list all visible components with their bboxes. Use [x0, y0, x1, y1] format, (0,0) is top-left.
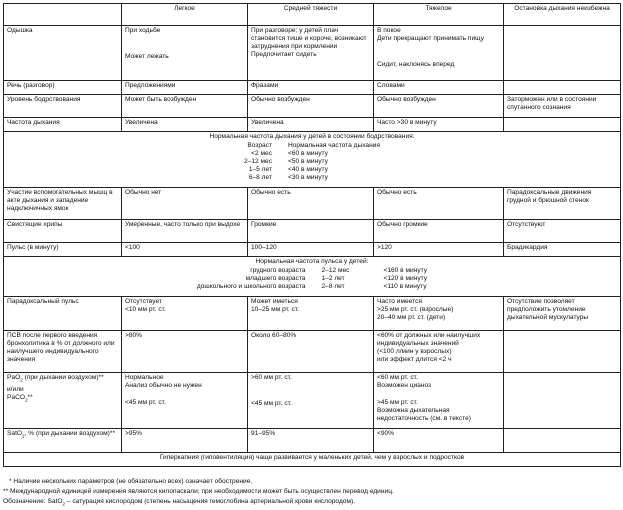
alertness-arrest: Заторможен или в состоянии спутанного сознания — [504, 95, 621, 118]
header-row — [4, 4, 621, 26]
resp-norms-list — [240, 142, 384, 182]
paradox-label: Парадоксальный пульс — [4, 297, 122, 331]
pao2-arrest — [504, 373, 621, 429]
resp-rate-mild: Увеличена — [122, 118, 248, 132]
pao2-label: PaO$_2$ (при дыхании воздухом)** — [7, 374, 104, 383]
header-moderate: Средней тяжести — [248, 4, 374, 26]
accessory-label: Участие вспомогательных мышц в акте дыхания и западение надключичных ямок — [4, 188, 122, 220]
row-resp-norms — [4, 132, 621, 188]
pao2-moderate-1: >60 мм рт. ст. — [251, 374, 292, 381]
accessory-arrest: Парадоксальные движения грудной и брюшной стенок — [504, 188, 621, 220]
footnote-1: * Наличие нескольких параметров (не обязательно всех) означает обострение. — [9, 478, 253, 485]
wheeze-mild: Умеренные, часто только при выдохе — [122, 220, 248, 243]
pef-moderate: Около 60–80% — [248, 331, 374, 373]
dyspnea-arrest — [504, 26, 621, 81]
pao2-moderate — [248, 373, 374, 429]
speech-mild: Предложениями — [122, 81, 248, 95]
resp-norms-block — [209, 133, 414, 182]
alertness-label: Уровень бодрствования — [4, 95, 122, 118]
resp-norm-rate: <30 в минуту — [288, 174, 328, 182]
footnote-2: ** Международной единицей измерения являются килопаскали; при необходимости может быть осуществлен перевод единиц. — [3, 488, 394, 495]
row-paradox — [4, 297, 621, 331]
pulse-norm-age: 2–12 мес — [321, 267, 350, 275]
resp-norm-age: 2–12 мес — [244, 158, 272, 166]
pulse-norm-age: 1–2 лет — [321, 275, 345, 283]
header-param — [4, 4, 122, 26]
dyspnea-severe-2: Сидит, наклонясь вперед — [377, 61, 455, 69]
sat-mild: >95% — [122, 429, 248, 453]
pulse-norm-group: грудного возраста — [250, 267, 306, 275]
pulse-label: Пульс (в минуту) — [4, 243, 122, 257]
row-accessory — [4, 188, 621, 220]
accessory-mild: Обычно нет — [122, 188, 248, 220]
resp-rate-label: Частота дыхания — [4, 118, 122, 132]
pulse-norms-block — [193, 258, 431, 291]
resp-norms-cell — [4, 132, 621, 188]
row-sat — [4, 429, 621, 453]
dyspnea-moderate — [248, 26, 374, 81]
header-arrest: Остановка дыхания неизбежна — [504, 4, 621, 26]
alertness-severe: Обычно возбужден — [374, 95, 504, 118]
sat-moderate: 91–95% — [248, 429, 374, 453]
resp-norm-age: <2 мес — [251, 150, 272, 158]
resp-norm-age: 1–5 лет — [248, 166, 272, 174]
dyspnea-mild — [122, 26, 248, 81]
hypercapnia-note: Гиперкапния (гиповентиляция) чаще развивается у маленьких детей, чем у взрослых и подростков — [4, 453, 621, 467]
footnote-3: Обозначение: SatO$_2$ – сатурация кислородом (степень насыщения гемоглобина артериальной крови кислородом). — [3, 498, 356, 507]
resp-rate-severe: Часто >30 в минуту — [374, 118, 504, 132]
header-severe: Тяжелое — [374, 4, 504, 26]
row-alertness — [4, 95, 621, 118]
pao2-severe-2: >45 мм рт. ст. Возможна дыхательная недостаточность (см. в тексте) — [377, 399, 471, 423]
resp-norm-age: 6–8 лет — [248, 174, 272, 182]
resp-norms-col-age: Возраст — [247, 142, 272, 150]
pao2-label-cell — [4, 373, 122, 429]
row-speech — [4, 81, 621, 95]
resp-rate-moderate: Увеличена — [248, 118, 374, 132]
resp-norm-rate: <50 в минуту — [288, 158, 328, 166]
row-resp-rate — [4, 118, 621, 132]
header-mild: Легкое — [122, 4, 248, 26]
sat-arrest — [504, 429, 621, 453]
row-pef — [4, 331, 621, 373]
dyspnea-mild-2: Может лежать — [125, 53, 169, 61]
row-hypercapnia — [4, 453, 621, 467]
sat-severe: <90% — [374, 429, 504, 453]
dyspnea-severe — [374, 26, 504, 81]
alertness-mild: Может быть возбужден — [122, 95, 248, 118]
wheeze-moderate: Громкие — [248, 220, 374, 243]
pao2-moderate-2: <45 мм рт. ст. — [251, 400, 292, 408]
accessory-moderate: Обычно есть — [248, 188, 374, 220]
pulse-norm-age: 2–8 лет — [321, 283, 345, 291]
dyspnea-moderate-2: Предпочитает сидеть — [251, 51, 317, 59]
speech-moderate: Фразами — [248, 81, 374, 95]
pulse-norm-rate: <160 в минуту — [383, 267, 428, 275]
pulse-norm-group: младшего возраста — [245, 275, 306, 283]
pef-arrest — [504, 331, 621, 373]
pulse-norms-list — [193, 267, 431, 291]
pulse-norms-cell — [4, 257, 621, 297]
row-wheeze — [4, 220, 621, 243]
wheeze-arrest: Отсутствуют — [504, 220, 621, 243]
speech-arrest — [504, 81, 621, 95]
speech-label: Речь (разговор) — [4, 81, 122, 95]
pulse-norm-rate: <110 в минуту — [383, 283, 427, 291]
resp-norms-title: Нормальная частота дыхания у детей в состоянии бодрствования: — [209, 133, 415, 140]
paco2-label: PaCO$_2$** — [7, 394, 33, 403]
pao2-severe-1: <60 мм рт. ст. Возможен цианоз — [377, 374, 432, 390]
paradox-mild: Отсутствует <10 мм рт. ст. — [122, 297, 248, 331]
pulse-norms-title: Нормальная частота пульса у детей: — [255, 258, 369, 265]
pao2-mild — [122, 373, 248, 429]
paradox-arrest: Отсутствие позволяет предположить утомление дыхательной мускулатуры — [504, 297, 621, 331]
paradox-moderate: Может иметься 10–25 мм рт. ст. — [248, 297, 374, 331]
wheeze-severe: Обычно громкие — [374, 220, 504, 243]
pef-mild: >80% — [122, 331, 248, 373]
paradox-severe: Часто имеется >25 мм рт. ст. (взрослые) 20–40 мм рт. ст. (дети) — [374, 297, 504, 331]
dyspnea-severe-1: В покое Дети прекращают принимать пищу — [377, 27, 484, 43]
dyspnea-moderate-1: При разговоре; у детей плач становится тише и короче, возникают затруднения при кормлении — [251, 27, 367, 51]
pulse-norm-group: дошкольного и школьного возраста — [196, 283, 306, 291]
row-dyspnea — [4, 26, 621, 81]
pulse-norm-rate: <120 в минуту — [383, 275, 428, 283]
pao2-mild-2: <45 мм рт. ст. — [125, 399, 166, 407]
resp-rate-arrest — [504, 118, 621, 132]
pao2-or: и/или — [7, 386, 24, 394]
pulse-severe: >120 — [374, 243, 504, 257]
row-pulse-norms — [4, 257, 621, 297]
row-pulse — [4, 243, 621, 257]
accessory-severe: Обычно есть — [374, 188, 504, 220]
row-pao2 — [4, 373, 621, 429]
speech-severe: Словами — [374, 81, 504, 95]
pulse-mild: <100 — [122, 243, 248, 257]
pef-label: ПСВ после первого введения бронхолитика в % от должного или наилучшего индивидуального значения — [4, 331, 122, 373]
pao2-severe — [374, 373, 504, 429]
sat-label: SatO$_2$, % (при дыхании воздухом)** — [4, 429, 122, 453]
severity-table — [3, 3, 621, 467]
dyspnea-label: Одышка — [4, 26, 122, 81]
alertness-moderate: Обычно возбужден — [248, 95, 374, 118]
wheeze-label: Свистящие хрипы — [4, 220, 122, 243]
pao2-mild-1: Нормальное Анализ обычно не нужен — [125, 374, 202, 390]
pulse-arrest: Брадикардия — [504, 243, 621, 257]
dyspnea-mild-1: При ходьбе — [125, 27, 161, 34]
pulse-moderate: 100–120 — [248, 243, 374, 257]
pef-severe: <60% от должных или наилучших индивидуальных значений (<100 л/мин у взрослых) или эффект длится <2 ч — [374, 331, 504, 373]
resp-norm-rate: <60 в минуту — [288, 150, 328, 158]
resp-norms-col-rate: Нормальная частота дыхания — [288, 142, 380, 150]
resp-norm-rate: <40 в минуту — [288, 166, 328, 174]
